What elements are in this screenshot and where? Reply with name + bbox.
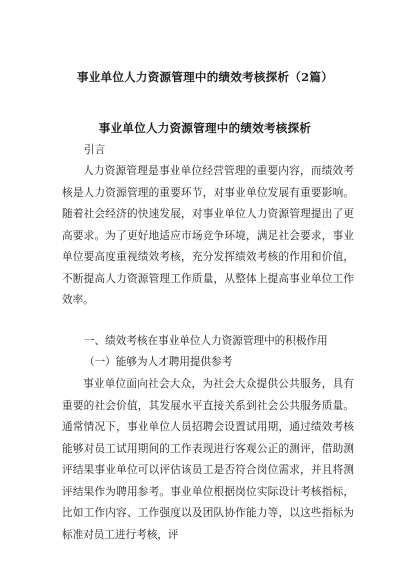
intro-heading: 引言 — [84, 144, 106, 156]
document-title: 事业单位人力资源管理中的绩效考核探析（2篇） — [76, 70, 334, 84]
subsection-heading: （一）能够为人才聘用提供参考 — [84, 356, 233, 368]
intro-paragraph: 人力资源管理是事业单位经营管理的重要内容，而绩效考核是人力资源管理的重要环节，对事业单位发展有重要影响。随着社会经济的快速发展，对事业单位人力资源管理提出了更高要求。为了更好地适应市场竞争环境，满足社会要求，事业单位要高度重视绩效考核，充分发挥绩效考核的作用和价值，不断提高人力资源管理工作质量，从整体上提高事业单位工作效率。 — [62, 165, 354, 306]
section-heading: 一、绩效考核在事业单位人力资源管理中的积极作用 — [84, 335, 328, 347]
section-paragraph: 事业单位面向社会大众，为社会大众提供公共服务，具有重要的社会价值，其发展水平直接关系到社会公共服务质量。通常情况下，事业单位人员招聘会设置试用期，通过绩效考核能够对员工试用期间的工作表现进行客观公正的测评，借助测评结果事业单位可以评估该员工是否符合岗位需求，并且将测评结果作为聘用参考。事业单位根据岗位实际设计考核指标，比如工作内容、工作强度以及团队协作能力等，以这些指标为标准对员工进行考核，评 — [62, 378, 354, 541]
article-title: 事业单位人力资源管理中的绩效考核探析 — [98, 121, 312, 135]
